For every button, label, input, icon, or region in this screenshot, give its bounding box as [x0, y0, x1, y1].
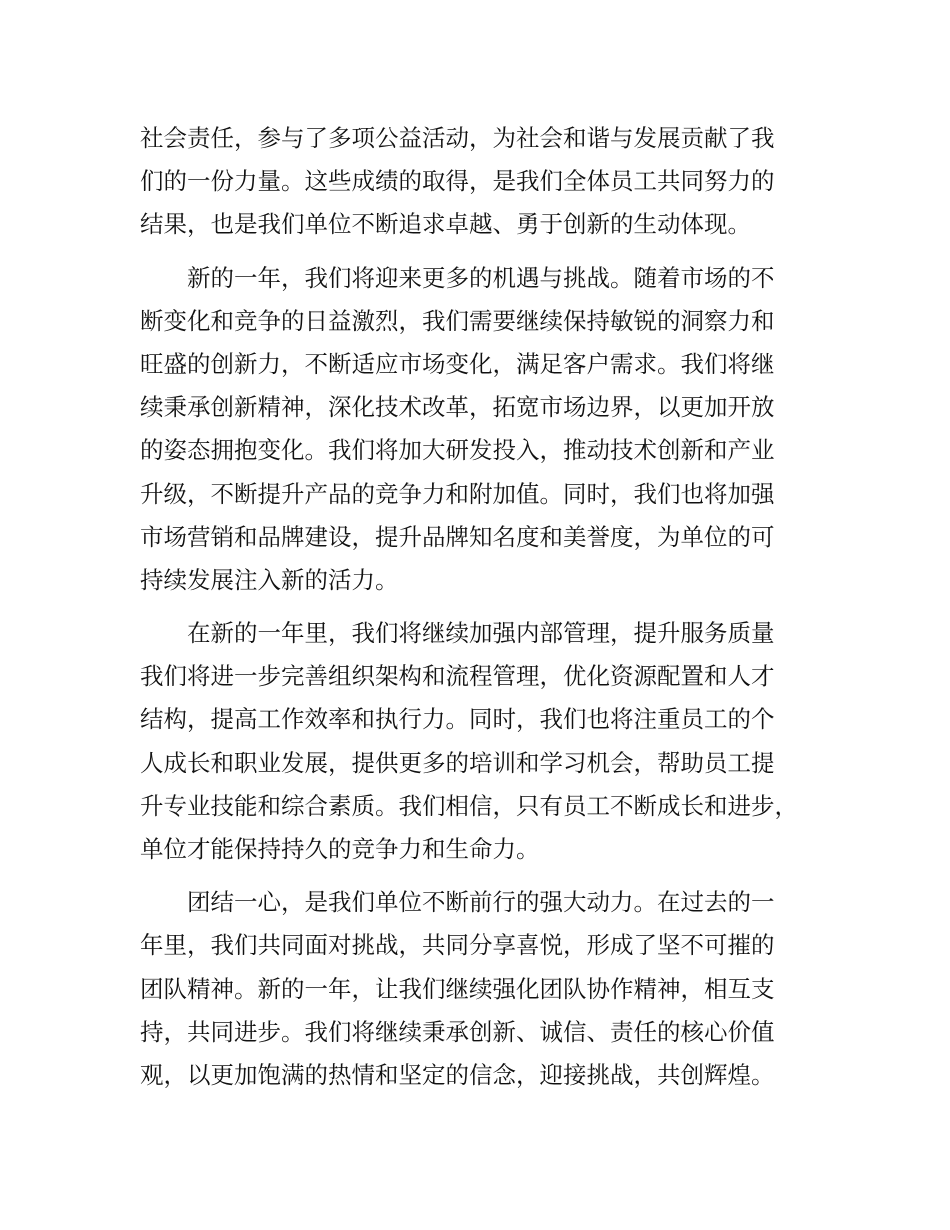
text-line: 在新的一年里，我们将继续加强内部管理，提升服务质量: [140, 619, 775, 648]
text-line: 旺盛的创新力，不断适应市场变化，满足客户需求。我们将继: [140, 349, 775, 378]
text-line: 持，共同进步。我们将继续秉承创新、诚信、责任的核心价值: [140, 1017, 775, 1046]
paragraph-3: [140, 612, 840, 871]
text-line: 结构，提高工作效率和执行力。同时，我们也将注重员工的个: [140, 705, 775, 734]
text-line: 结果，也是我们单位不断追求卓越、勇于创新的生动体现。: [140, 210, 751, 239]
text-line: 续秉承创新精神，深化技术改革，拓宽市场边界，以更加开放: [140, 393, 775, 422]
text-line: 升级，不断提升产品的竞争力和附加值。同时，我们也将加强: [140, 479, 775, 508]
text-line: 团队精神。新的一年，让我们继续强化团队协作精神，相互支: [140, 974, 775, 1003]
document-body: [140, 117, 840, 1097]
paragraph-2: [140, 257, 840, 603]
text-line: 我们将进一步完善组织架构和流程管理，优化资源配置和人才: [140, 662, 775, 691]
text-line: 市场营销和品牌建设，提升品牌知名度和美誉度，为单位的可: [140, 522, 775, 551]
paragraph-4: [140, 881, 840, 1097]
text-line: 团结一心，是我们单位不断前行的强大动力。在过去的一: [140, 888, 775, 917]
text-line: 年里，我们共同面对挑战，共同分享喜悦，形成了坚不可摧的: [140, 931, 775, 960]
text-line: 断变化和竞争的日益激烈，我们需要继续保持敏锐的洞察力和: [140, 306, 775, 335]
text-line: 人成长和职业发展，提供更多的培训和学习机会，帮助员工提: [140, 748, 775, 777]
paragraph-1: [140, 117, 840, 247]
text-line: 观，以更加饱满的热情和坚定的信念，迎接挑战，共创辉煌。: [140, 1060, 775, 1089]
text-line: 持续发展注入新的活力。: [140, 565, 399, 594]
text-line: 们的一份力量。这些成绩的取得，是我们全体员工共同努力的: [140, 167, 775, 196]
text-line: 新的一年，我们将迎来更多的机遇与挑战。随着市场的不: [140, 263, 775, 292]
text-line: 单位才能保持持久的竞争力和生命力。: [140, 835, 540, 863]
text-line: 社会责任，参与了多项公益活动，为社会和谐与发展贡献了我: [140, 124, 775, 152]
text-line: 的姿态拥抱变化。我们将加大研发投入，推动技术创新和产业: [140, 436, 775, 465]
text-line: 升专业技能和综合素质。我们相信，只有员工不断成长和进步，: [140, 791, 798, 820]
